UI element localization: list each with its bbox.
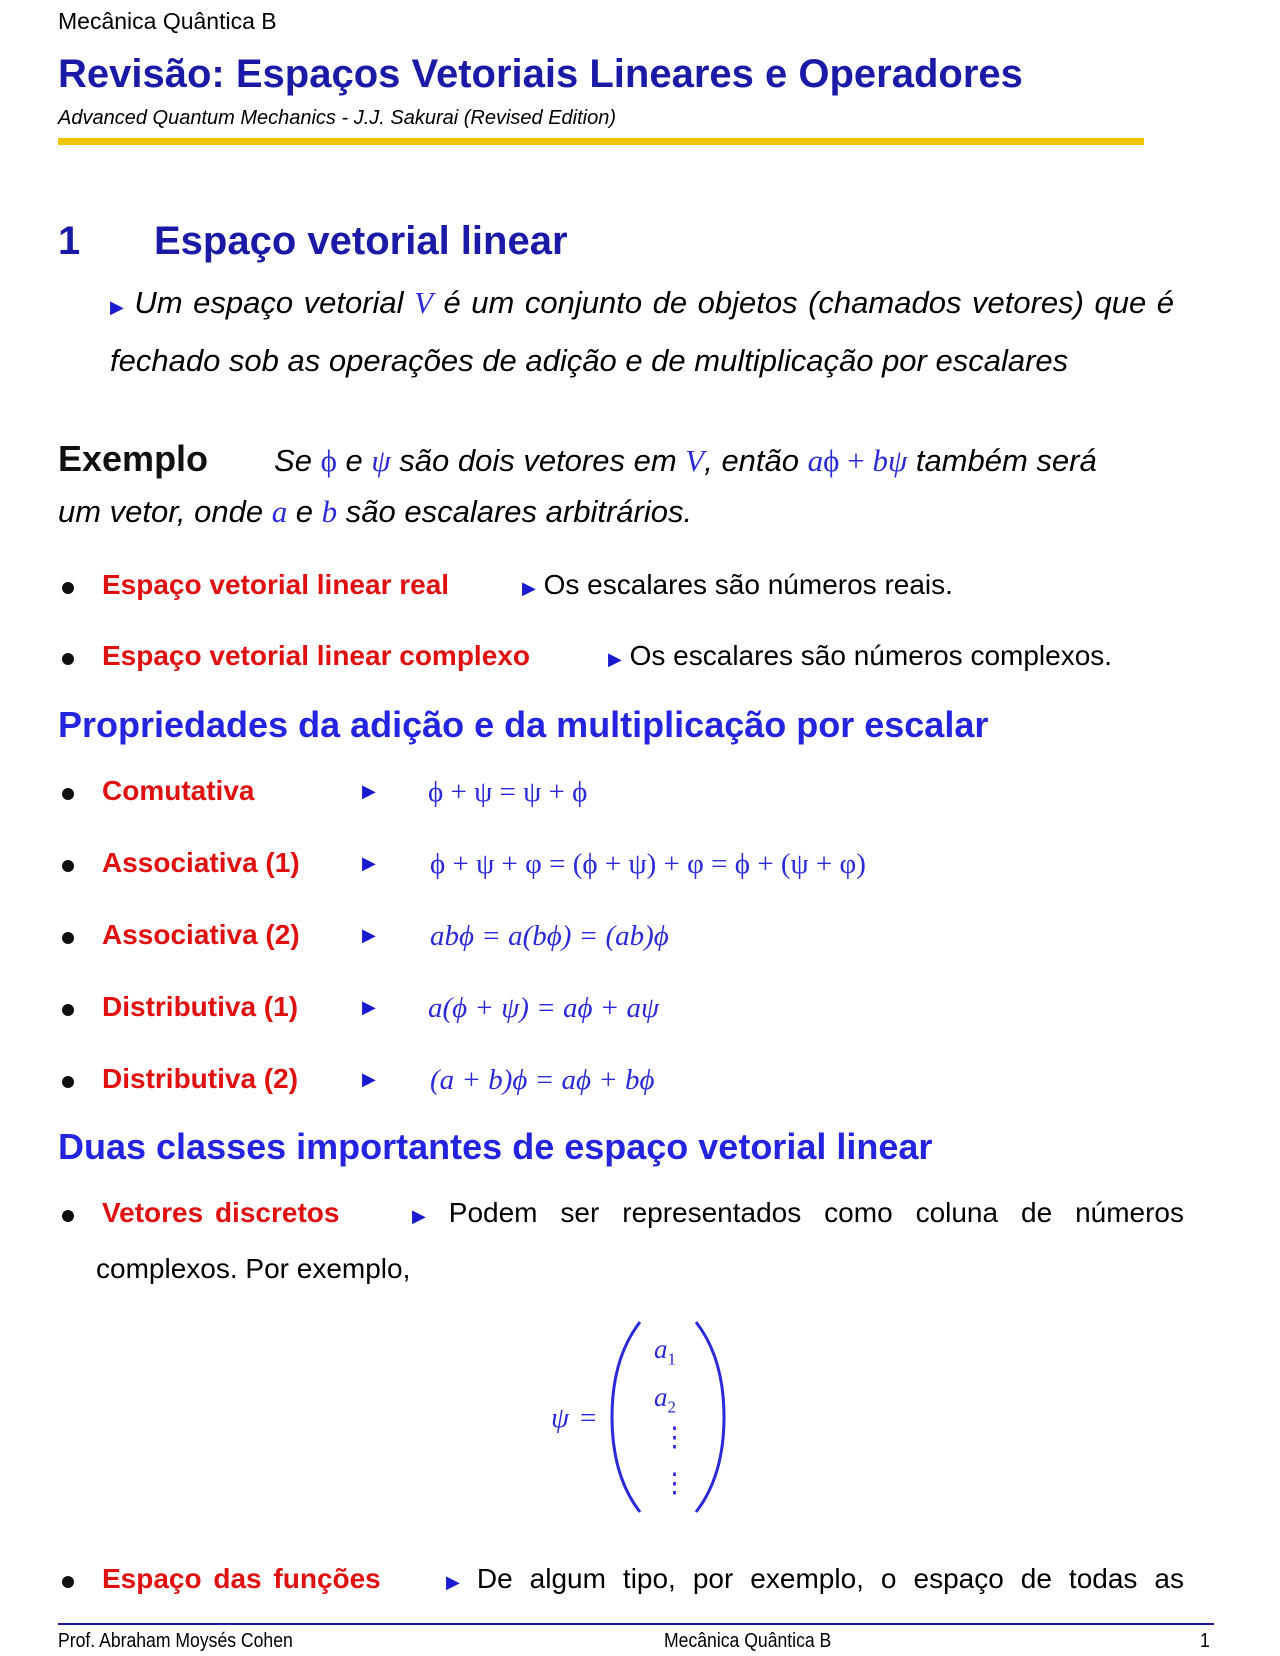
property-equation: ϕ + ψ + φ = (ϕ + ψ) + φ = ϕ + (ψ + φ) — [430, 848, 866, 880]
triangle-bullet-icon: ▶ — [362, 781, 376, 801]
bullet-dot-icon — [62, 860, 74, 872]
math-symbol-phi: ϕ — [823, 443, 840, 478]
discrete-vectors-term: Vetores discretos — [102, 1197, 340, 1228]
section-number: 1 — [58, 219, 81, 263]
function-space-desc: ▶ De algum tipo, por exemplo, o espaço de todas as — [446, 1563, 1185, 1594]
triangle-bullet-icon: ▶ — [362, 1069, 376, 1089]
triangle-bullet-icon: ▶ — [608, 649, 622, 669]
triangle-bullet-icon: ▶ — [362, 853, 376, 873]
example-text: também será — [907, 443, 1097, 478]
column-vector-entry: $a_2$ — [654, 1382, 676, 1417]
bullet-dot-icon — [62, 653, 74, 665]
math-symbol-V: V — [414, 285, 433, 320]
math-symbol-b: b — [321, 494, 338, 529]
footer-course: Mecânica Quântica B — [664, 1630, 832, 1652]
property-equation: a(ϕ + ψ) = aϕ + aψ — [428, 992, 660, 1024]
space-type-desc: ▶ Os escalares são números reais. — [522, 569, 953, 600]
triangle-bullet-icon: ▶ — [522, 578, 536, 598]
column-vector-entry: $a_1$ — [654, 1334, 676, 1369]
definition-paragraph — [110, 276, 1174, 387]
property-term: Comutativa — [102, 775, 255, 806]
bullet-dot-icon — [62, 932, 74, 944]
math-symbol-psi: ψ — [371, 443, 391, 478]
definition-text: Um espaço vetorial — [134, 285, 415, 320]
space-type-term: Espaço vetorial linear complexo — [102, 640, 530, 671]
property-term: Associativa (1) — [102, 847, 300, 878]
property-term: Distributiva (1) — [102, 991, 299, 1022]
discrete-vectors-desc: ▶ Podem ser representados como coluna de números — [412, 1197, 1185, 1228]
example-text: são dois vetores em — [390, 443, 686, 478]
classes-heading: Duas classes importantes de espaço vetorial linear — [58, 1126, 933, 1167]
section-title: Espaço vetorial linear — [154, 219, 568, 263]
bullet-dot-icon — [62, 1576, 74, 1588]
property-term: Distributiva (2) — [102, 1063, 299, 1094]
math-symbol-a: a — [271, 494, 288, 529]
math-symbol-phi: ϕ — [320, 443, 337, 478]
bullet-dot-icon — [62, 1004, 74, 1016]
bullet-dot-icon — [62, 582, 74, 594]
title-underline-rule — [58, 138, 1144, 145]
column-vector-vdots: ⋮ — [661, 1422, 688, 1452]
footer-rule — [58, 1623, 1214, 1625]
math-plus: + — [839, 443, 873, 478]
math-symbol-V: V — [685, 443, 705, 478]
example-line-1 — [58, 438, 1222, 480]
triangle-bullet-icon: ▶ — [362, 925, 376, 945]
document-subtitle: Advanced Quantum Mechanics - J.J. Sakurai (Revised Edition) — [58, 107, 617, 129]
example-text: e — [287, 494, 322, 529]
triangle-bullet-icon: ▶ — [362, 997, 376, 1017]
example-text: Se — [274, 443, 321, 478]
math-symbol-psi: ψ — [887, 443, 908, 478]
triangle-bullet-icon: ▶ — [110, 297, 124, 317]
footer-page-number: 1 — [1200, 1630, 1210, 1652]
example-text: e — [336, 443, 372, 478]
bullet-dot-icon — [62, 1076, 74, 1088]
document-title: Revisão: Espaços Vetoriais Lineares e Operadores — [58, 52, 1023, 96]
column-vector-lhs: ψ — [551, 1402, 570, 1434]
math-symbol-b: b — [872, 443, 888, 478]
discrete-vectors-desc-cont: complexos. Por exemplo, — [96, 1253, 411, 1284]
property-equation: abϕ = a(bϕ) = (ab)ϕ — [430, 920, 669, 952]
property-term: Associativa (2) — [102, 919, 300, 950]
column-vector-vdots: ⋮ — [661, 1468, 688, 1498]
running-head: Mecânica Quântica B — [58, 8, 277, 34]
example-text: um vetor, onde — [58, 494, 272, 529]
math-symbol-a: a — [807, 443, 824, 478]
triangle-bullet-icon: ▶ — [446, 1572, 460, 1592]
column-vector-equals: = — [580, 1402, 597, 1434]
definition-text: é um conjunto de objetos (chamados vetores) que é fechado sob as operações de adição e de multiplicação por escalares — [110, 285, 1174, 378]
space-type-desc: ▶ Os escalares são números complexos. — [608, 640, 1113, 671]
triangle-bullet-icon: ▶ — [412, 1206, 426, 1226]
example-text: são escalares arbitrários. — [337, 494, 693, 529]
space-type-term: Espaço vetorial linear real — [102, 569, 450, 600]
properties-heading: Propriedades da adição e da multiplicação por escalar — [58, 704, 989, 745]
function-space-term: Espaço das funções — [102, 1563, 381, 1594]
bullet-dot-icon — [62, 1210, 74, 1222]
footer-author: Prof. Abraham Moysés Cohen — [58, 1630, 293, 1652]
example-text: , então — [704, 443, 808, 478]
property-equation: ϕ + ψ = ψ + ϕ — [428, 776, 588, 808]
example-label: Exemplo — [58, 438, 209, 479]
example-line-2 — [58, 494, 692, 530]
property-equation: (a + b)ϕ = aϕ + bϕ — [430, 1064, 655, 1096]
bullet-dot-icon — [62, 788, 74, 800]
